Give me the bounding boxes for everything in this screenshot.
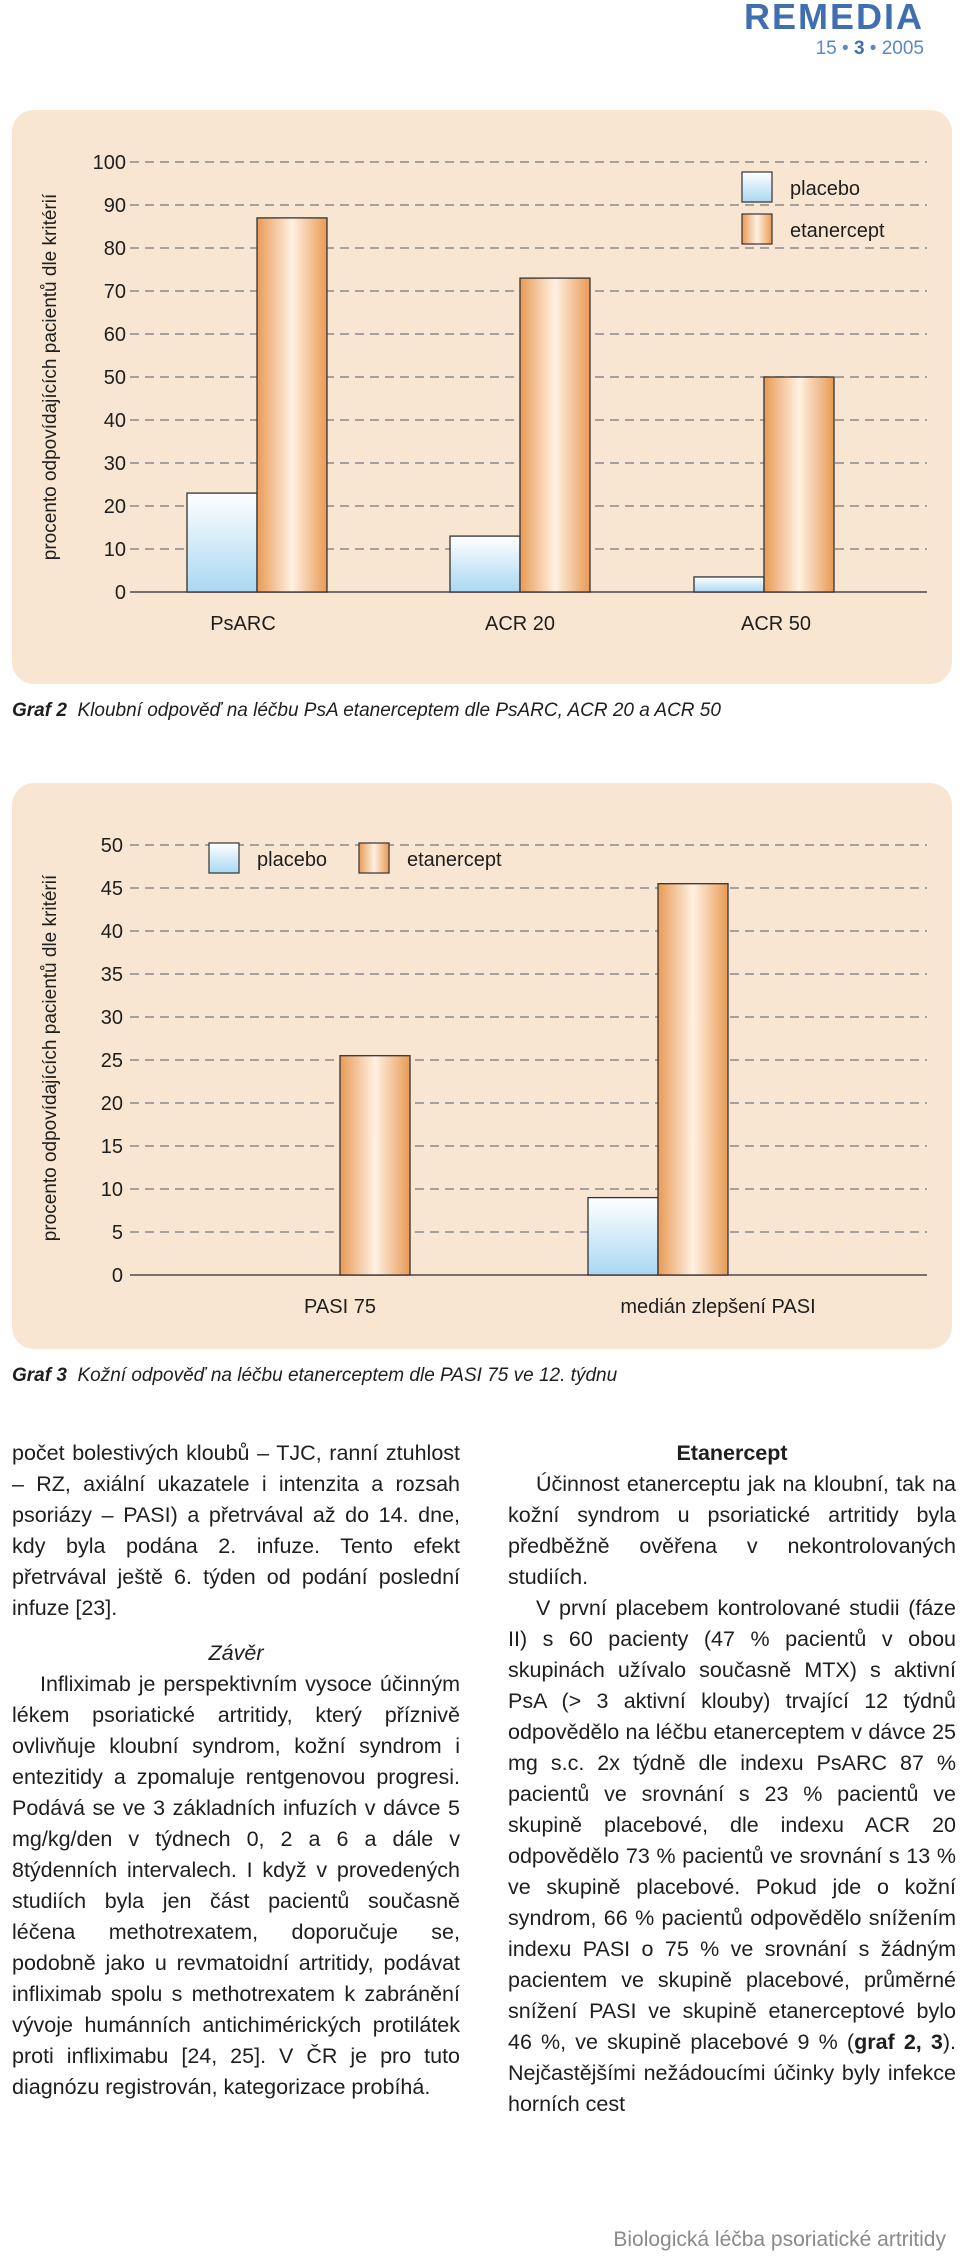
bar-placebo: [588, 1198, 658, 1275]
left-paragraph-1: počet bolestivých kloubů – TJC, ranní ztuhlost – RZ, axiální ukazatele i intenzita a rozsah psoriázy – PASI) a přetrvával až do 14. dne, kdy byla podána 2. infuze. Tento efekt přetrvával ještě 6. týden od podání poslední infuze [23].: [12, 1441, 460, 1620]
y-tick-label: 35: [100, 964, 123, 986]
bar-etanercept: [520, 278, 590, 592]
y-tick-label: 50: [103, 367, 126, 389]
x-tick-label: PASI 75: [304, 1296, 376, 1318]
caption-label: Graf 2: [12, 700, 67, 721]
left-column: [12, 1438, 460, 2103]
y-axis-label: procento odpovídajících pacientů dle kritérií: [40, 193, 61, 561]
chart-graf-3: [12, 783, 952, 1349]
y-tick-label: 30: [100, 1007, 123, 1029]
section-heading-zaver: Závěr: [208, 1641, 264, 1665]
y-tick-label: 80: [103, 238, 126, 260]
legend-swatch-placebo: [742, 172, 772, 202]
y-tick-label: 70: [103, 281, 126, 303]
y-tick-label: 20: [103, 496, 126, 518]
caption-graf-2: [12, 700, 721, 722]
caption-graf-3: [12, 1365, 617, 1387]
right-paragraph-2: [508, 1593, 956, 2120]
y-tick-label: 45: [100, 878, 123, 900]
legend-label: etanercept: [407, 849, 502, 871]
y-tick-label: 20: [100, 1093, 123, 1115]
legend-swatch-etanercept: [359, 843, 389, 873]
x-tick-label: medián zlepšení PASI: [620, 1296, 816, 1318]
caption-text: Kožní odpověď na léčbu etanerceptem dle PASI 75 ve 12. týdnu: [77, 1365, 618, 1386]
y-axis-label: procento odpovídajících pacientů dle kritérií: [40, 874, 61, 1242]
y-tick-label: 60: [103, 324, 126, 346]
y-tick-label: 10: [100, 1179, 123, 1201]
y-tick-label: 40: [103, 410, 126, 432]
issue-num: 3: [853, 38, 865, 59]
caption-label: Graf 3: [12, 1365, 67, 1386]
y-tick-label: 100: [92, 152, 126, 174]
running-footer: Biologická léčba psoriatické artritidy: [613, 2228, 946, 2251]
bar-etanercept: [764, 377, 834, 592]
legend-label: placebo: [790, 178, 861, 200]
y-tick-label: 40: [100, 921, 123, 943]
y-tick-label: 50: [100, 835, 123, 857]
right-paragraph-2-text-b: ). Nejčastějšími nežádoucími účinky byly infekce horních cest: [508, 2030, 957, 2116]
issue-number: [816, 38, 924, 60]
legend-label: etanercept: [790, 220, 885, 242]
bar-etanercept: [340, 1056, 410, 1275]
right-column: [508, 1438, 956, 2120]
right-paragraph-1: Účinnost etanerceptu jak na kloubní, tak na kožní syndrom u psoriatické artritidy byla předběžně ověřena v nekontrolovaných studiích.: [508, 1472, 956, 1589]
bar-etanercept: [658, 884, 728, 1275]
y-tick-label: 15: [100, 1136, 123, 1158]
issue-prefix: 15 •: [815, 38, 854, 59]
bar-placebo: [694, 577, 764, 592]
y-tick-label: 90: [103, 195, 126, 217]
y-tick-label: 5: [111, 1222, 123, 1244]
x-tick-label: ACR 50: [740, 613, 812, 635]
bar-placebo: [187, 493, 257, 592]
y-tick-label: 10: [103, 539, 126, 561]
legend-swatch-placebo: [209, 843, 239, 873]
legend-swatch-etanercept: [742, 214, 772, 244]
caption-text: Kloubní odpověď na léčbu PsA etanerceptem dle PsARC, ACR 20 a ACR 50: [77, 700, 721, 721]
chart-graf-2: [12, 110, 952, 684]
bar-etanercept: [257, 218, 327, 592]
chart-graf-2-svg: [12, 110, 952, 684]
y-tick-label: 0: [111, 1265, 123, 1287]
section-heading-etanercept: Etanercept: [676, 1441, 788, 1465]
x-tick-label: ACR 20: [484, 613, 556, 635]
issue-suffix: • 2005: [864, 38, 924, 59]
bar-placebo: [450, 536, 520, 592]
y-tick-label: 30: [103, 453, 126, 475]
right-paragraph-2-text-a: V první placebem kontrolované studii (fáze II) s 60 pacienty (47 % pacientů v obou skupinách užívalo současně MTX) s aktivní PsA (> 3 aktivní klouby) trvající 12 týdnů odpovědělo na léčbu etanerceptem v dávce 25 mg s.c. 2x týdně dle indexu PsARC 87 % pacientů ve srovnání s 23 % pacientů ve skupině placebové, dle indexu ACR 20 odpovědělo 73 % pacientů ve srovnání s 13 % ve skupině placebové. Pokud jde o kožní syndrom, 66 % pacientů odpovědělo snížením indexu PASI o 75 % ve srovnání s žádným pacientem ve skupině placebové, průměrné snížení PASI ve skupině etanerceptové bylo 46 %, ve skupině placebové 9 % (: [508, 1596, 956, 2054]
y-tick-label: 0: [114, 582, 126, 604]
x-tick-label: PsARC: [210, 613, 276, 635]
y-tick-label: 25: [100, 1050, 123, 1072]
brand-logo: REMEDIA: [743, 0, 924, 37]
figure-reference: graf 2, 3: [854, 2030, 943, 2054]
left-paragraph-2: Infliximab je perspektivním vysoce účinným lékem psoriatické artritidy, který příznivě ovlivňuje kloubní syndrom, kožní syndrom i entezitidy a zpomaluje rentgenovou progresi. Podává se ve 3 základních infuzích v dávce 5 mg/kg/den v týdnech 0, 2 a 6 a dále v 8týdenních intervalech. I když v provedených studiích byla jen část pacientů současně léčena methotrexatem, doporučuje se, podobně jako u revmatoidní artritidy, podávat infliximab spolu s methotrexatem k zabránění vývoje humánních antichimérických protilátek proti infliximabu [24, 25]. V ČR je pro tuto diagnózu registrován, kategorizace probíhá.: [12, 1672, 460, 2099]
chart-graf-3-svg: [12, 783, 952, 1349]
legend-label: placebo: [257, 849, 328, 871]
